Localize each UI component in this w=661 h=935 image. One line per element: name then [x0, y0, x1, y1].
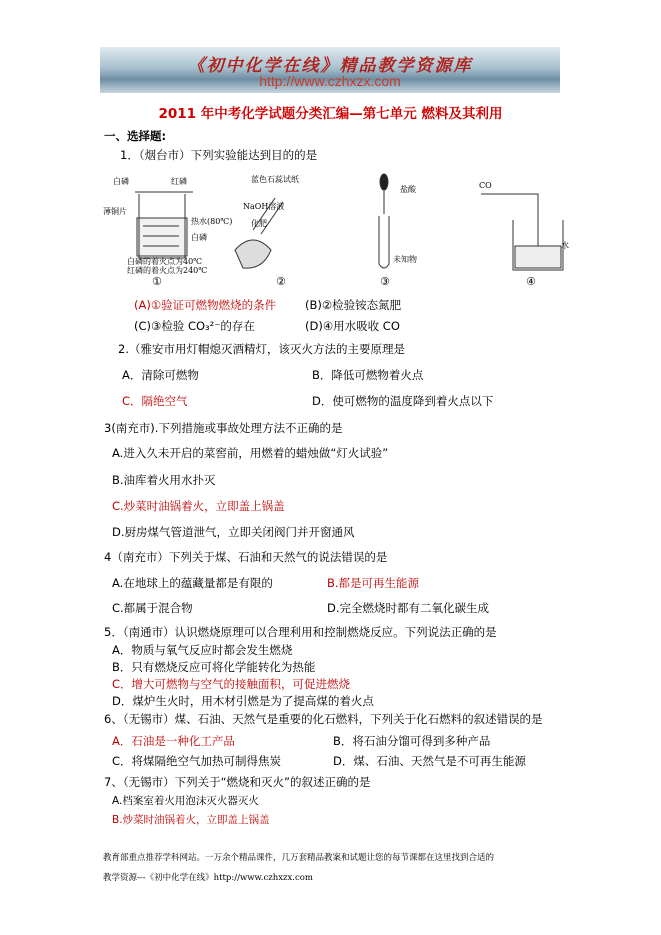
- option: C．增大可燃物与空气的接触面积，可促进燃烧: [112, 677, 351, 691]
- footer-line-1: 教育部重点推荐学科网站。一万余个精品课件，几万套精品教案和试题让您的每节课都在这里找到合适的: [103, 853, 495, 863]
- fig-label: 热水(80℃): [191, 217, 233, 226]
- question-3: 3(南充市).下列措施或事故处理方法不正确的是: [104, 421, 343, 435]
- option: A．清除可燃物: [122, 368, 199, 382]
- document-title: 2011 年中考化学试题分类汇编—第七单元 燃料及其利用: [158, 106, 503, 122]
- experiment-figure: [103, 170, 571, 274]
- question-2: 2.（雅安市用灯帽熄灭酒精灯，该灭火方法的主要原理是: [118, 342, 405, 356]
- fig-label: 白磷的着火点为40℃: [127, 257, 203, 266]
- option: A．物质与氧气反应时都会发生燃烧: [112, 643, 293, 657]
- banner-title: 《初中化学在线》精品教学资源库: [187, 56, 473, 76]
- footer-line-2[interactable]: 教学资源---《初中化学在线》http://www.czhxzx.com: [103, 873, 313, 883]
- question-6: 6、（无锡市）煤、石油、天然气是重要的化石燃料，下列关于化石燃料的叙述错误的是: [104, 712, 543, 726]
- fig-label: 盐酸: [400, 185, 416, 194]
- question-7: 7、（无锡市）下列关于“燃烧和灭火”的叙述正确的是: [104, 775, 371, 789]
- fig-label: 化肥: [251, 219, 267, 228]
- option: A.进入久未开启的菜窖前，用燃着的蜡烛做“灯火试验”: [112, 446, 389, 460]
- fig-label: 红磷: [171, 177, 187, 186]
- option: (D)④用水吸收 CO: [305, 319, 400, 333]
- option: B．降低可燃物着火点: [312, 368, 424, 382]
- fig-label: 水: [561, 241, 569, 250]
- option: B.都是可再生能源: [327, 576, 420, 590]
- question-1: 1．（烟台市）下列实验能达到目的的是: [120, 148, 318, 162]
- site-banner[interactable]: [100, 47, 560, 93]
- fig-label: 红磷的着火点为240℃: [127, 266, 208, 274]
- fig-label: 薄铜片: [103, 207, 127, 216]
- apparatus-4: [481, 194, 563, 270]
- option: D．煤炉生火时，用木材引燃是为了提高煤的着火点: [112, 694, 374, 708]
- option: B.炒菜时油锅着火，立即盖上锅盖: [112, 814, 270, 826]
- question-4: 4（南充市）下列关于煤、石油和天然气的说法错误的是: [104, 550, 388, 564]
- fig-label: 白磷: [191, 233, 207, 242]
- option: (C)③检验 CO₃²⁻的存在: [134, 319, 255, 333]
- question-5: 5．（南通市）认识燃烧原理可以合理利用和控制燃烧反应。下列说法正确的是: [104, 625, 497, 639]
- option: A.在地球上的蕴藏量都是有限的: [112, 576, 273, 590]
- option: A.档案室着火用泡沫灭火器灭火: [112, 795, 259, 807]
- figure-number: ②: [276, 275, 286, 288]
- apparatus-1: [135, 192, 193, 258]
- option: B．只有燃烧反应可将化学能转化为热能: [112, 660, 316, 674]
- fig-label: 蓝色石蕊试纸: [251, 175, 299, 184]
- option: D．煤、石油、天然气是不可再生能源: [333, 754, 526, 768]
- option: C．隔绝空气: [122, 394, 188, 408]
- figure-number: ①: [152, 275, 162, 288]
- fig-label: 白磷: [113, 177, 129, 186]
- option: B.油库着火用水扑灭: [112, 473, 216, 487]
- option: B．将石油分馏可得到多种产品: [333, 734, 491, 748]
- apparatus-3: [379, 174, 389, 268]
- option: (A)①验证可燃物燃烧的条件: [134, 298, 277, 312]
- option: D.厨房煤气管道泄气，立即关闭阀门并开窗通风: [112, 525, 355, 539]
- figure-number: ③: [380, 275, 390, 288]
- option: A．石油是一种化工产品: [112, 734, 235, 748]
- option: (B)②检验铵态氮肥: [305, 298, 402, 312]
- section-heading: 一、选择题:: [104, 129, 167, 143]
- fig-label: NaOH溶液: [243, 202, 285, 211]
- fig-label: CO: [479, 181, 492, 190]
- figure-number: ④: [526, 275, 536, 288]
- fig-label: 未知物: [393, 255, 417, 264]
- option: D.完全燃烧时都有二氧化碳生成: [327, 601, 490, 615]
- option: C．将煤隔绝空气加热可制得焦炭: [112, 754, 282, 768]
- option: D．使可燃物的温度降到着火点以下: [312, 394, 494, 408]
- banner-url[interactable]: http://www.czhxzx.com: [259, 73, 401, 89]
- option: C.炒菜时油锅着火，立即盖上锅盖: [112, 499, 285, 513]
- option: C.都属于混合物: [112, 601, 193, 615]
